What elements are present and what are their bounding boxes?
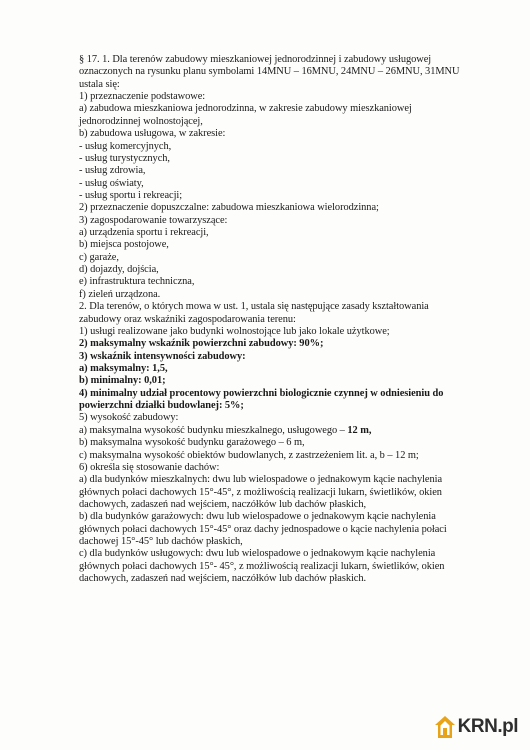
document-line: 2. Dla terenów, o których mowa w ust. 1, ustala się następujące zasady kształtowania	[79, 301, 429, 313]
document-line: a) urządzenia sportu i rekreacji,	[79, 227, 209, 239]
document-line: oznaczonych na rysunku planu symbolami 14MNU – 16MNU, 24MNU – 26MNU, 31MNU	[79, 66, 460, 78]
document-line: głównych połaci dachowych 15°-45° oraz dachy jednospadowe o kącie nachylenia połaci	[79, 523, 447, 535]
document-line: powierzchni działki budowlanej: 5%;	[79, 400, 244, 412]
document-line: - usług turystycznych,	[79, 152, 170, 164]
document-line: 2) przeznaczenie dopuszczalne: zabudowa mieszkaniowa wielorodzinna;	[79, 202, 379, 214]
house-logo-icon	[434, 715, 456, 739]
document-line: 3) zagospodarowanie towarzyszące:	[79, 214, 228, 226]
document-line	[79, 425, 519, 437]
document-line: głównych połaci dachowych 15°-45°, z możliwością realizacji lukarn, świetlików, okien	[79, 486, 442, 498]
document-line: b) zabudowa usługowa, w zakresie:	[79, 128, 226, 140]
document-line: 2) maksymalny wskaźnik powierzchni zabudowy: 90%;	[79, 338, 324, 350]
document-line-bold-text: 12 m,	[347, 424, 372, 436]
document-line: głównych połaci dachowych 15°- 45°, z możliwością realizacji lukarn, świetlików, okien	[79, 560, 445, 572]
document-line: c) garaże,	[79, 251, 119, 263]
document-line: b) dla budynków garażowych: dwu lub wielospadowe o jednakowym kącie nachylenia	[79, 511, 436, 523]
document-line-text: a) maksymalna wysokość budynku mieszkalnego, usługowego –	[79, 424, 348, 436]
document-line: - usług sportu i rekreacji;	[79, 189, 183, 201]
document-line: dachowych, zadaszeń nad wejściem, naczółków lub dachów płaskich.	[79, 573, 367, 585]
document-line: c) dla budynków usługowych: dwu lub wielospadowe o jednakowym kącie nachylenia	[79, 548, 436, 560]
document-line: f) zieleń urządzona.	[79, 288, 161, 300]
document-line: c) maksymalna wysokość obiektów budowlanych, z zastrzeżeniem lit. a, b – 12 m;	[79, 449, 419, 461]
document-line: - usług zdrowia,	[79, 165, 146, 177]
document-line: 1) przeznaczenie podstawowe:	[79, 91, 206, 103]
document-line: zabudowy oraz wskaźniki zagospodarowania terenu:	[79, 313, 296, 325]
document-line: 5) wysokość zabudowy:	[79, 412, 179, 424]
document-line: d) dojazdy, dojścia,	[79, 264, 159, 276]
document-line: - usług komercyjnych,	[79, 140, 172, 152]
document-line: b) minimalny: 0,01;	[79, 375, 166, 387]
document-line: § 17. 1. Dla terenów zabudowy mieszkaniowej jednorodzinnej i zabudowy usługowej	[79, 54, 432, 65]
document-line: a) maksymalny: 1,5,	[79, 362, 168, 374]
document-line: - usług oświaty,	[79, 177, 144, 189]
document-line: a) zabudowa mieszkaniowa jednorodzinna, w zakresie zabudowy mieszkaniowej	[79, 103, 412, 115]
document-text	[79, 54, 519, 585]
krn-watermark	[434, 714, 518, 740]
document-line: dachowej 15°-45° lub dachów płaskich,	[79, 536, 243, 548]
document-line: b) miejsca postojowe,	[79, 239, 169, 251]
document-line: jednorodzinnej wolnostojącej,	[79, 115, 203, 127]
document-line: ustala się:	[79, 78, 120, 90]
document-line: 4) minimalny udział procentowy powierzchni biologicznie czynnej w odniesieniu do	[79, 387, 444, 399]
document-line: b) maksymalna wysokość budynku garażowego – 6 m,	[79, 437, 305, 449]
document-line: dachowych, zadaszeń nad wejściem, naczółków lub dachów płaskich,	[79, 498, 367, 510]
document-line: 1) usługi realizowane jako budynki wolnostojące lub jako lokale użytkowe;	[79, 325, 390, 337]
document-line: e) infrastruktura techniczna,	[79, 276, 195, 288]
document-line: 3) wskaźnik intensywności zabudowy:	[79, 350, 246, 362]
watermark-text: KRN.pl	[457, 716, 518, 737]
document-line: 6) określa się stosowanie dachów:	[79, 461, 220, 473]
document-line: a) dla budynków mieszkalnych: dwu lub wielospadowe o jednakowym kącie nachylenia	[79, 474, 443, 486]
